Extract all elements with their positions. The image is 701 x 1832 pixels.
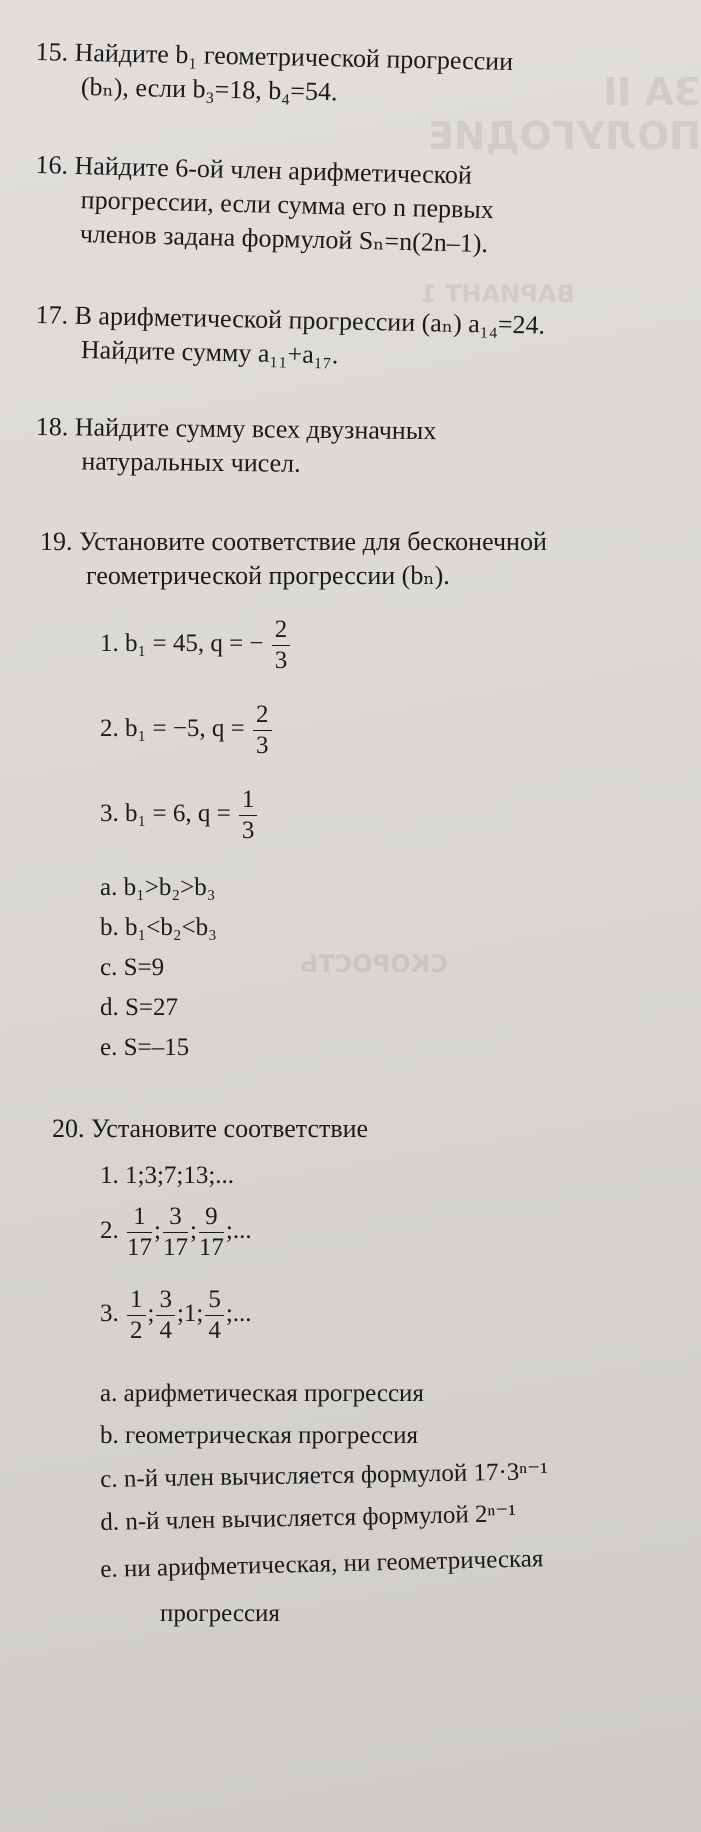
denominator: 3 [241, 817, 255, 844]
denominator: 3 [256, 732, 269, 759]
question-text: Найдите сумму всех двузначных [74, 412, 437, 446]
q19-option-a: a. b₁>b₂>b₃ [100, 874, 216, 901]
question-text-line2: Найдите сумму a₁₁+a₁₇. [80, 334, 339, 370]
fraction [156, 1285, 175, 1346]
q19-option-e: e. S=–15 [100, 1034, 190, 1061]
question-number: 18. [35, 411, 69, 442]
numerator: 1 [239, 785, 258, 816]
fraction [163, 1202, 188, 1263]
numerator: 5 [205, 1285, 224, 1316]
q19-item-2 [100, 700, 274, 761]
question-20 [52, 1112, 368, 1146]
question-15 [35, 35, 514, 113]
item-label: 2. [100, 1217, 119, 1245]
denominator: 17 [162, 1234, 188, 1261]
q20-option-c: c. n-й член вычисляется формулой 17·3ⁿ⁻¹ [100, 1458, 549, 1493]
numerator: 1 [127, 1202, 152, 1233]
bleed-through-text: СКОРОСТЬ [300, 950, 448, 978]
q19-item-1 [100, 615, 292, 676]
numerator: 2 [272, 615, 291, 646]
q20-sequence-3: 3. $\frac{1}{2}$ ; $\frac{3}{4}$ ;1; $\frac{5}{4}$ ;... [100, 1286, 252, 1344]
question-18 [35, 410, 436, 482]
q19-option-d: d. S=27 [100, 994, 179, 1021]
fraction [127, 1285, 146, 1346]
sequence-tail: ;... [225, 1300, 252, 1328]
q20-option-e-continued: прогрессия [160, 1600, 280, 1627]
fraction [239, 785, 258, 846]
q19-option-c: c. S=9 [100, 954, 165, 981]
question-number: 17. [35, 299, 69, 330]
sequence-middle: ;1; [176, 1300, 204, 1328]
numerator: 3 [156, 1285, 175, 1316]
question-16 [34, 148, 496, 261]
item-label: 3. b₁ = 6, q = [100, 800, 231, 828]
numerator: 1 [127, 1285, 146, 1316]
question-text: Найдите b₁ геометрической прогрессии [74, 37, 514, 76]
question-text-line2: (bₙ), если b₃=18, b₄=54. [80, 71, 338, 107]
question-number: 15. [35, 36, 69, 67]
denominator: 3 [274, 647, 288, 674]
numerator: 2 [253, 700, 272, 731]
denominator: 17 [198, 1234, 224, 1261]
q20-option-d: d. n-й член вычисляется формулой 2ⁿ⁻¹ [100, 1500, 517, 1536]
question-text: Установите соответствие [91, 1114, 369, 1143]
question-17 [35, 298, 546, 377]
bleed-through-text: ЗА II ПОЛУГОДИЕ [427, 70, 701, 158]
question-number: 19. [40, 527, 73, 556]
item-label: 3. [100, 1300, 119, 1328]
denominator: 17 [127, 1234, 152, 1261]
question-text: Найдите 6-ой член арифметической [74, 150, 473, 190]
q20-sequence-1: 1. 1;3;7;13;... [100, 1162, 235, 1189]
question-text-line2: прогрессии, если сумма его n первых [80, 185, 495, 225]
question-number: 16. [35, 149, 69, 180]
q19-option-b: b. b₁<b₂<b₃ [100, 914, 217, 941]
denominator: 2 [130, 1317, 143, 1344]
denominator: 4 [159, 1317, 172, 1344]
q20-option-e: e. ни арифметическая, ни геометрическая [100, 1545, 544, 1583]
sequence-tail: ;... [225, 1217, 252, 1245]
q20-sequence-2: 2. $\frac{1}{17}$ ; $\frac{3}{17}$ ; $\frac{9}{17}$ ;... [100, 1203, 252, 1261]
item-label: 1. b₁ = 45, q = − [100, 630, 264, 658]
question-number: 20. [52, 1114, 85, 1143]
fraction [199, 1202, 224, 1263]
question-19 [40, 525, 547, 593]
numerator: 3 [163, 1202, 188, 1233]
item-label: 2. b₁ = −5, q = [100, 715, 245, 743]
bleed-through-text: ВАРИАНТ 1 [420, 280, 575, 308]
fraction [253, 700, 272, 761]
question-text-line3: членов задана формулой Sₙ=n(2n–1). [79, 219, 489, 259]
fraction [272, 615, 291, 676]
fraction [127, 1202, 152, 1263]
question-text-line2: натуральных чисел. [81, 446, 301, 478]
q19-item-3 [100, 785, 259, 846]
question-text: В арифметической прогрессии (aₙ) a₁₄=24. [74, 300, 546, 340]
question-text: Установите соответствие для бесконечной [79, 527, 547, 556]
question-text-line2: геометрической прогрессии (bₙ). [86, 561, 450, 590]
q20-option-b: b. геометрическая прогрессия [100, 1422, 418, 1449]
denominator: 4 [208, 1317, 221, 1344]
q20-option-a: a. арифметическая прогрессия [100, 1380, 424, 1407]
fraction [205, 1285, 224, 1346]
numerator: 9 [199, 1202, 224, 1233]
